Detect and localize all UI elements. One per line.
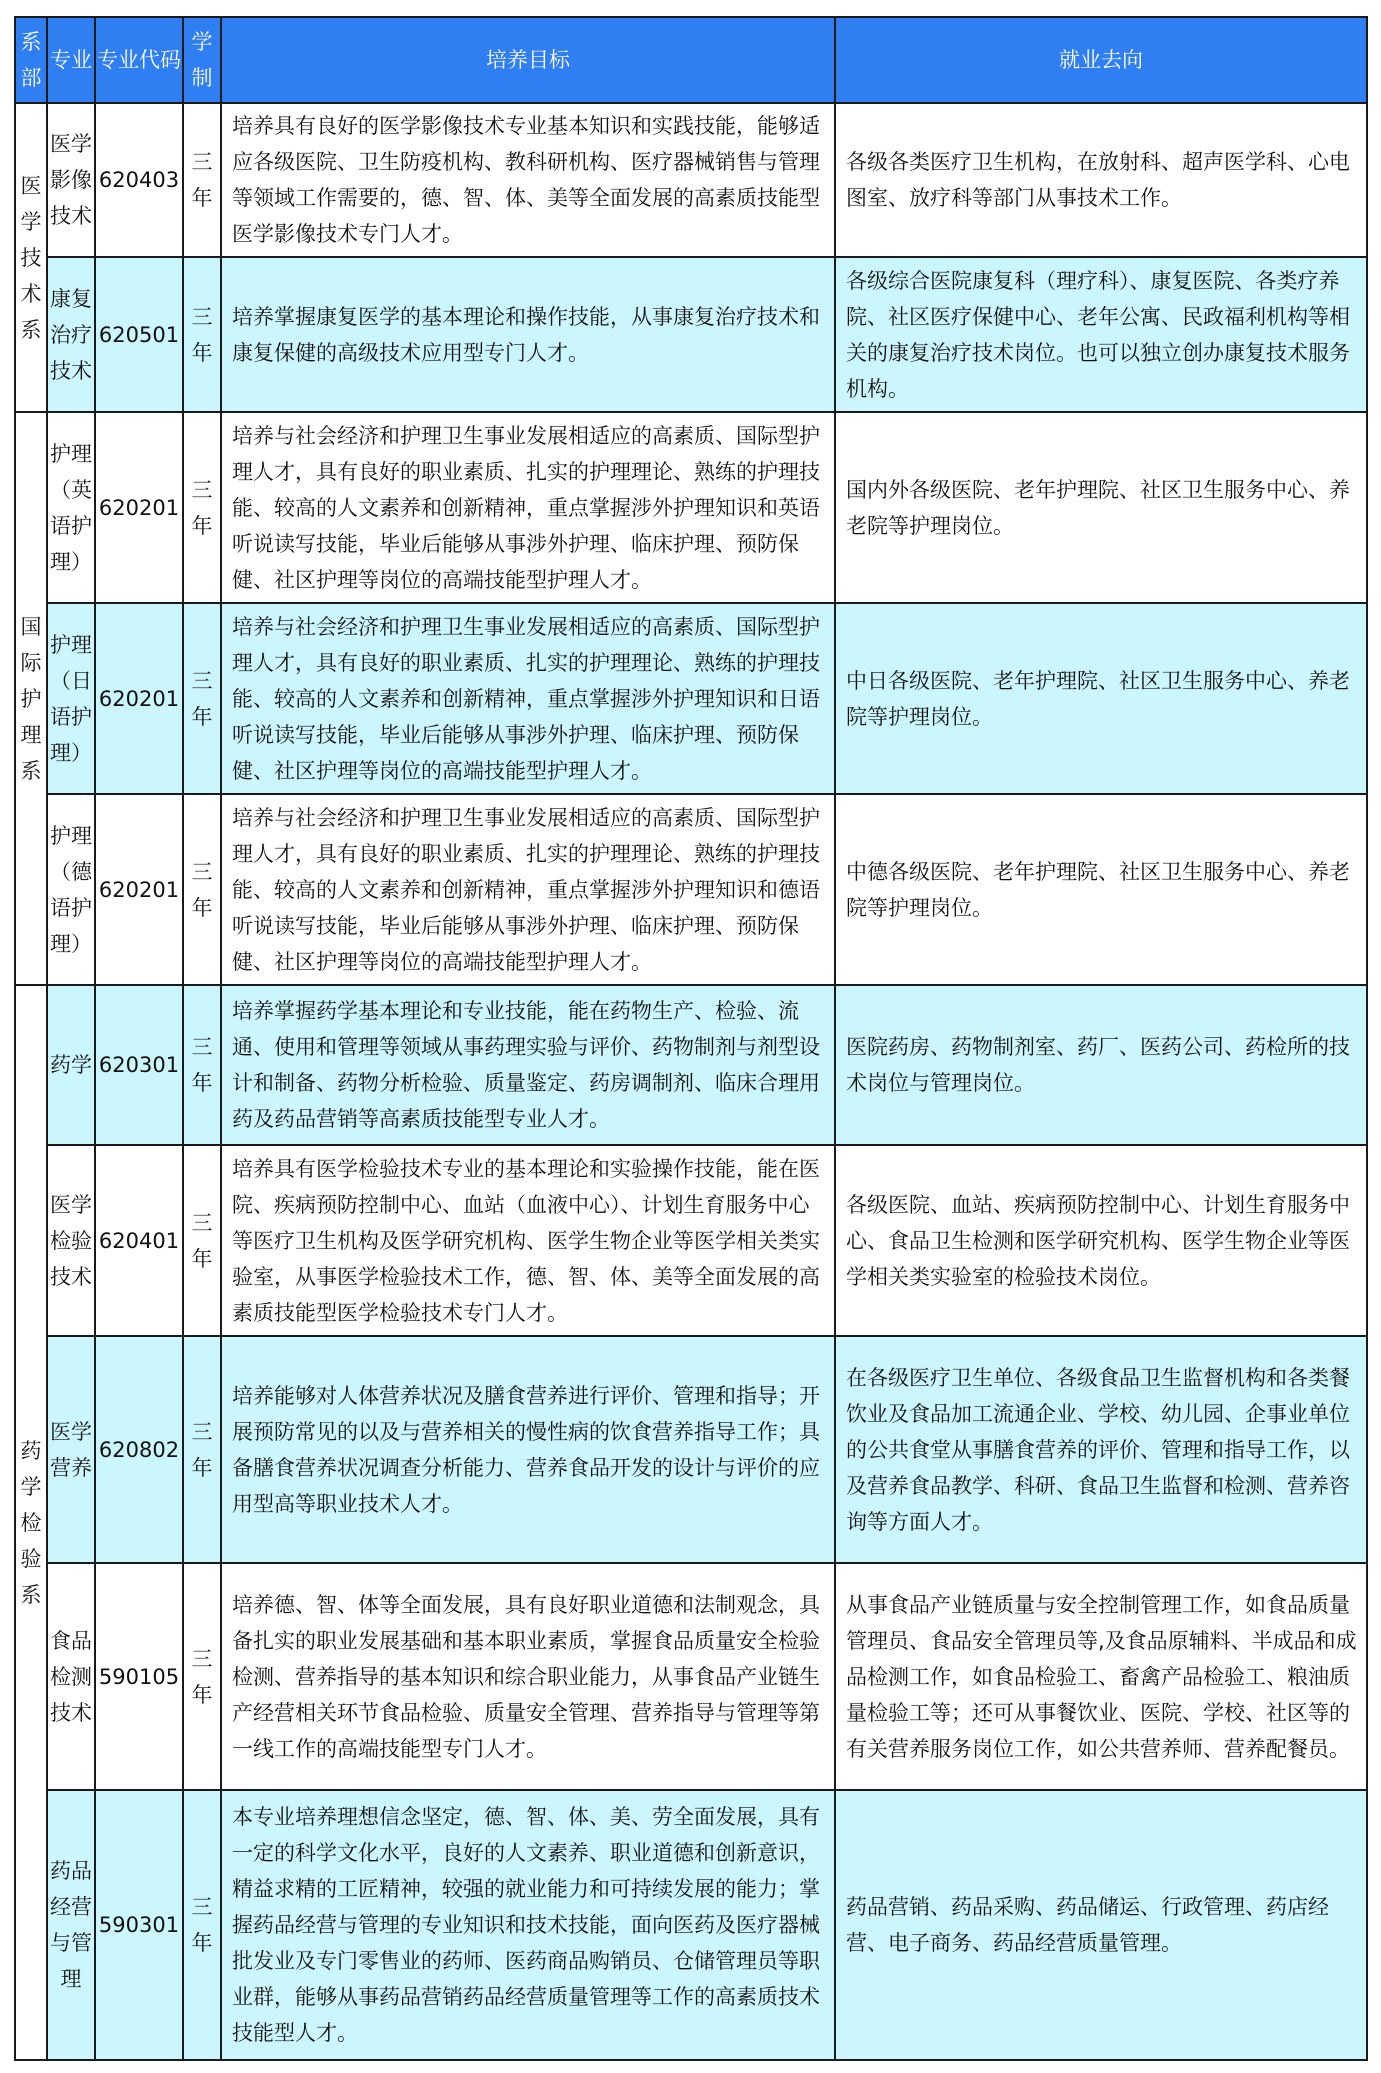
years-cell: 三年 [183,412,221,603]
code-cell: 620201 [95,794,183,985]
years-cell: 三年 [183,257,221,412]
code-cell: 620501 [95,257,183,412]
major-cell: 食品检测技术 [47,1563,95,1790]
majors-table [14,16,1368,2061]
table-row [15,257,1367,412]
career-cell: 医院药房、药物制剂室、药厂、医药公司、药检所的技术岗位与管理岗位。 [835,985,1367,1145]
table-row [15,1790,1367,2060]
career-cell: 国内外各级医院、老年护理院、社区卫生服务中心、养老院等护理岗位。 [835,412,1367,603]
header-years: 学制 [183,17,221,103]
major-cell: 康复治疗技术 [47,257,95,412]
table-row [15,985,1367,1145]
table-row [15,103,1367,257]
career-cell: 中德各级医院、老年护理院、社区卫生服务中心、养老院等护理岗位。 [835,794,1367,985]
goal-cell: 培养与社会经济和护理卫生事业发展相适应的高素质、国际型护理人才，具有良好的职业素质、扎实的护理理论、熟练的护理技能、较高的人文素养和创新精神，重点掌握涉外护理知识和英语听说读写技能，毕业后能够从事涉外护理、临床护理、预防保健、社区护理等岗位的高端技能型护理人才。 [221,412,835,603]
code-cell: 590301 [95,1790,183,2060]
major-cell: 医学检验技术 [47,1145,95,1336]
major-cell: 医学营养 [47,1336,95,1563]
years-cell: 三年 [183,1790,221,2060]
table-row [15,794,1367,985]
header-dept: 系部 [15,17,47,103]
goal-cell: 培养能够对人体营养状况及膳食营养进行评价、管理和指导；开展预防常见的以及与营养相关的慢性病的饮食营养指导工作；具备膳食营养状况调查分析能力、营养食品开发的设计与评价的应用型高等职业技术人才。 [221,1336,835,1563]
career-cell: 从事食品产业链质量与安全控制管理工作，如食品质量管理员、食品安全管理员等,及食品原辅料、半成品和成品检测工作，如食品检验工、畜禽产品检验工、粮油质量检验工等；还可从事餐饮业、医院、学校、社区等的有关营养服务岗位工作，如公共营养师、营养配餐员。 [835,1563,1367,1790]
table-row [15,1336,1367,1563]
table-row [15,412,1367,603]
major-cell: 药品经营与管理 [47,1790,95,2060]
major-cell: 药学 [47,985,95,1145]
goal-cell: 培养与社会经济和护理卫生事业发展相适应的高素质、国际型护理人才，具有良好的职业素质、扎实的护理理论、熟练的护理技能、较高的人文素养和创新精神，重点掌握涉外护理知识和德语听说读写技能，毕业后能够从事涉外护理、临床护理、预防保健、社区护理等岗位的高端技能型护理人才。 [221,794,835,985]
code-cell: 620201 [95,603,183,794]
years-cell: 三年 [183,794,221,985]
table-row [15,1563,1367,1790]
goal-cell: 培养掌握药学基本理论和专业技能，能在药物生产、检验、流通、使用和管理等领域从事药理实验与评价、药物制剂与剂型设计和制备、药物分析检验、质量鉴定、药房调制剂、临床合理用药及药品营销等高素质技能型专业人才。 [221,985,835,1145]
goal-cell: 培养与社会经济和护理卫生事业发展相适应的高素质、国际型护理人才，具有良好的职业素质、扎实的护理理论、熟练的护理技能、较高的人文素养和创新精神，重点掌握涉外护理知识和日语听说读写技能，毕业后能够从事涉外护理、临床护理、预防保健、社区护理等岗位的高端技能型护理人才。 [221,603,835,794]
code-cell: 620301 [95,985,183,1145]
major-cell: 护理（德语护理） [47,794,95,985]
goal-cell: 培养德、智、体等全面发展，具有良好职业道德和法制观念，具备扎实的职业发展基础和基本职业素质，掌握食品质量安全检验检测、营养指导的基本知识和综合职业能力，从事食品产业链生产经营相关环节食品检验、质量安全管理、营养指导与管理等第一线工作的高端技能型专门人才。 [221,1563,835,1790]
goal-cell: 培养掌握康复医学的基本理论和操作技能，从事康复治疗技术和康复保健的高级技术应用型专门人才。 [221,257,835,412]
goal-cell: 本专业培养理想信念坚定，德、智、体、美、劳全面发展，具有一定的科学文化水平，良好的人文素养、职业道德和创新意识，精益求精的工匠精神，较强的就业能力和可持续发展的能力；掌握药品经营与管理的专业知识和技术技能，面向医药及医疗器械批发业及专门零售业的药师、医药商品购销员、仓储管理员等职业群，能够从事药品营销药品经营质量管理等工作的高素质技术技能型人才。 [221,1790,835,2060]
table-row [15,603,1367,794]
years-cell: 三年 [183,103,221,257]
code-cell: 620802 [95,1336,183,1563]
years-cell: 三年 [183,603,221,794]
career-cell: 各级综合医院康复科（理疗科）、康复医院、各类疗养院、社区医疗保健中心、老年公寓、民政福利机构等相关的康复治疗技术岗位。也可以独立创办康复技术服务机构。 [835,257,1367,412]
goal-cell: 培养具有医学检验技术专业的基本理论和实验操作技能，能在医院、疾病预防控制中心、血站（血液中心）、计划生育服务中心等医疗卫生机构及医学研究机构、医学生物企业等医学相关类实验室，从事医学检验技术工作，德、智、体、美等全面发展的高素质技能型医学检验技术专门人才。 [221,1145,835,1336]
header-row [15,17,1367,103]
major-cell: 医学影像技术 [47,103,95,257]
code-cell: 620401 [95,1145,183,1336]
table-row [15,1145,1367,1336]
dept-cell: 医学技术系 [15,103,47,412]
header-goal: 培养目标 [221,17,835,103]
header-code: 专业代码 [95,17,183,103]
career-cell: 各级各类医疗卫生机构，在放射科、超声医学科、心电图室、放疗科等部门从事技术工作。 [835,103,1367,257]
goal-cell: 培养具有良好的医学影像技术专业基本知识和实践技能，能够适应各级医院、卫生防疫机构、教科研机构、医疗器械销售与管理等领域工作需要的，德、智、体、美等全面发展的高素质技能型医学影像技术专门人才。 [221,103,835,257]
dept-cell: 药学检验系 [15,985,47,2060]
career-cell: 各级医院、血站、疾病预防控制中心、计划生育服务中心、食品卫生检测和医学研究机构、医学生物企业等医学相关类实验室的检验技术岗位。 [835,1145,1367,1336]
header-major: 专业 [47,17,95,103]
career-cell: 中日各级医院、老年护理院、社区卫生服务中心、养老院等护理岗位。 [835,603,1367,794]
years-cell: 三年 [183,985,221,1145]
major-cell: 护理（日语护理） [47,603,95,794]
years-cell: 三年 [183,1563,221,1790]
header-career: 就业去向 [835,17,1367,103]
years-cell: 三年 [183,1145,221,1336]
code-cell: 620403 [95,103,183,257]
career-cell: 在各级医疗卫生单位、各级食品卫生监督机构和各类餐饮业及食品加工流通企业、学校、幼儿园、企事业单位的公共食堂从事膳食营养的评价、管理和指导工作，以及营养食品教学、科研、食品卫生监督和检测、营养咨询等方面人才。 [835,1336,1367,1563]
code-cell: 620201 [95,412,183,603]
dept-cell: 国际护理系 [15,412,47,985]
major-cell: 护理（英语护理） [47,412,95,603]
code-cell: 590105 [95,1563,183,1790]
years-cell: 三年 [183,1336,221,1563]
career-cell: 药品营销、药品采购、药品储运、行政管理、药店经营、电子商务、药品经营质量管理。 [835,1790,1367,2060]
